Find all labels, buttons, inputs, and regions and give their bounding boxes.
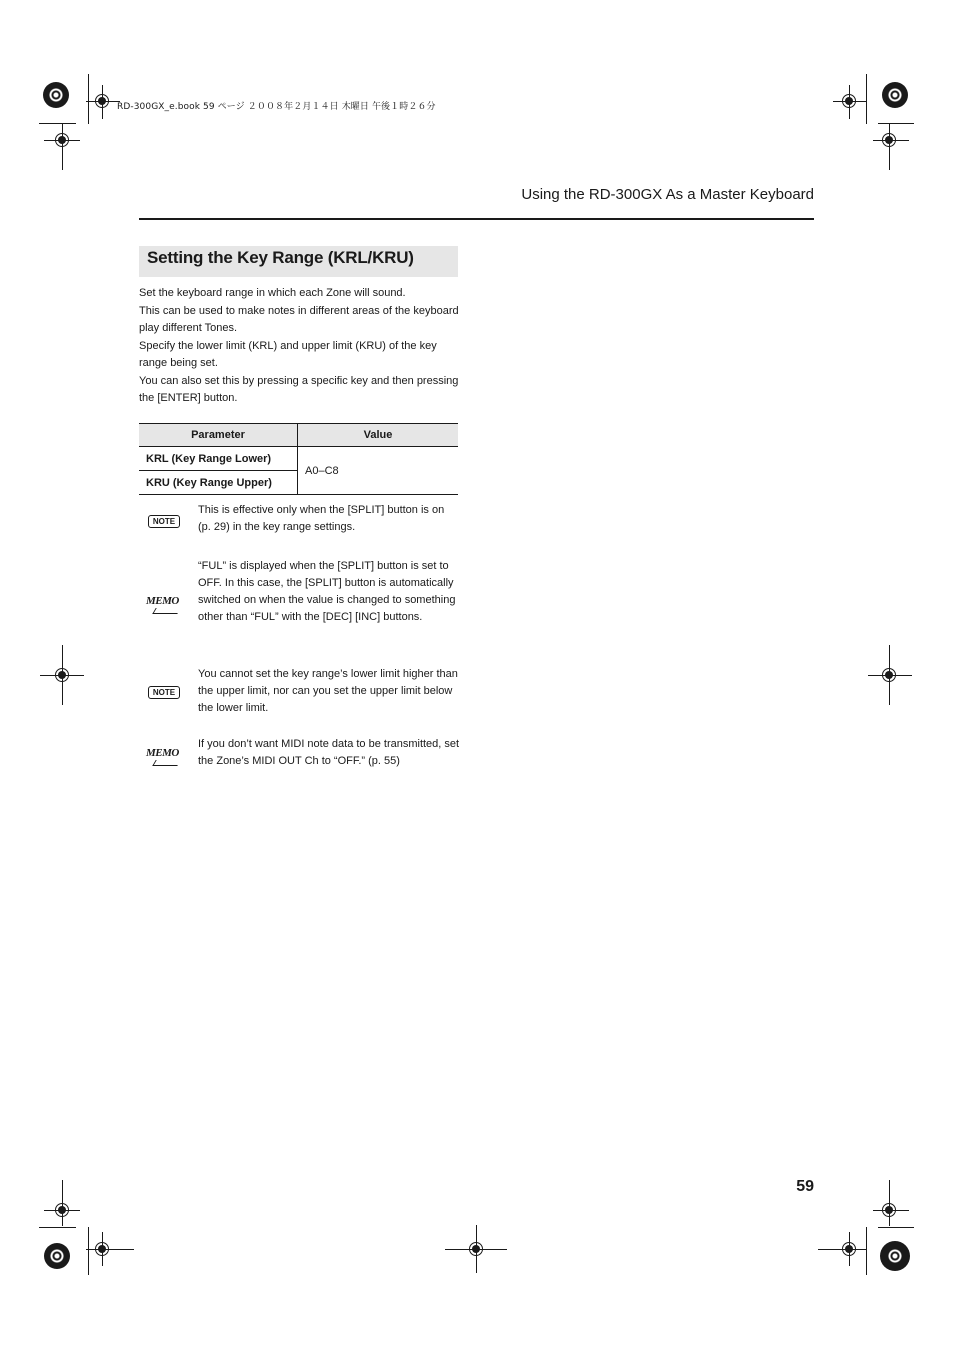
registration-star-icon	[882, 82, 908, 108]
page-number: 59	[796, 1178, 814, 1195]
registration-mark-icon	[95, 94, 109, 108]
file-info: RD-300GX_e.book 59 ページ ２００８年２月１４日 木曜日 午後１時２６分	[117, 102, 436, 112]
memo-icon: MEMO	[146, 595, 182, 615]
registration-mark-icon	[882, 1203, 896, 1217]
header-value: Value	[298, 424, 459, 447]
parameter-value: A0–C8	[298, 447, 459, 495]
registration-mark-icon	[95, 1242, 109, 1256]
table-row	[139, 447, 458, 471]
parameter-name: KRL (Key Range Lower)	[139, 447, 298, 471]
parameter-table	[139, 423, 458, 495]
registration-mark-icon	[842, 94, 856, 108]
memo-text: “FUL” is displayed when the [SPLIT] button is set to OFF. In this case, the [SPLIT] button is automatically switched on when the value is changed to something other than “FUL” with the [DEC] [INC] buttons.	[198, 560, 456, 623]
registration-mark-icon	[469, 1242, 483, 1256]
paragraph: You can also set this by pressing a specific key and then pressing the [ENTER] button.	[139, 374, 459, 404]
memo-icon: MEMO	[146, 747, 182, 767]
registration-star-icon	[43, 82, 69, 108]
paragraph: Specify the lower limit (KRL) and upper limit (KRU) of the key range being set.	[139, 339, 437, 369]
registration-mark-icon	[842, 1242, 856, 1256]
parameter-name: KRU (Key Range Upper)	[139, 471, 298, 495]
registration-mark-icon	[55, 1203, 69, 1217]
registration-star-icon	[44, 1243, 70, 1269]
memo-text: If you don’t want MIDI note data to be transmitted, set the Zone’s MIDI OUT Ch to “OFF.” (p. 55)	[198, 738, 460, 767]
registration-star-icon	[880, 1241, 910, 1271]
header-rule	[139, 218, 814, 220]
registration-mark-icon	[55, 668, 69, 682]
table-header-row	[139, 424, 458, 447]
note-text: You cannot set the key range’s lower limit higher than the upper limit, nor can you set the upper limit below the lower limit.	[198, 668, 458, 714]
running-head: Using the RD-300GX As a Master Keyboard	[521, 186, 814, 203]
paragraph: This can be used to make notes in different areas of the keyboard play different Tones.	[139, 304, 459, 334]
section-title: Setting the Key Range (KRL/KRU)	[147, 248, 414, 267]
registration-mark-icon	[882, 668, 896, 682]
registration-mark-icon	[55, 133, 69, 147]
note-text: This is effective only when the [SPLIT] button is on (p. 29) in the key range settings.	[198, 504, 445, 533]
registration-mark-icon	[882, 133, 896, 147]
header-parameter: Parameter	[139, 424, 298, 447]
paragraph: Set the keyboard range in which each Zone will sound.	[139, 287, 406, 299]
note-icon: NOTE	[148, 686, 180, 699]
note-icon: NOTE	[148, 515, 180, 528]
body-text	[139, 285, 459, 408]
